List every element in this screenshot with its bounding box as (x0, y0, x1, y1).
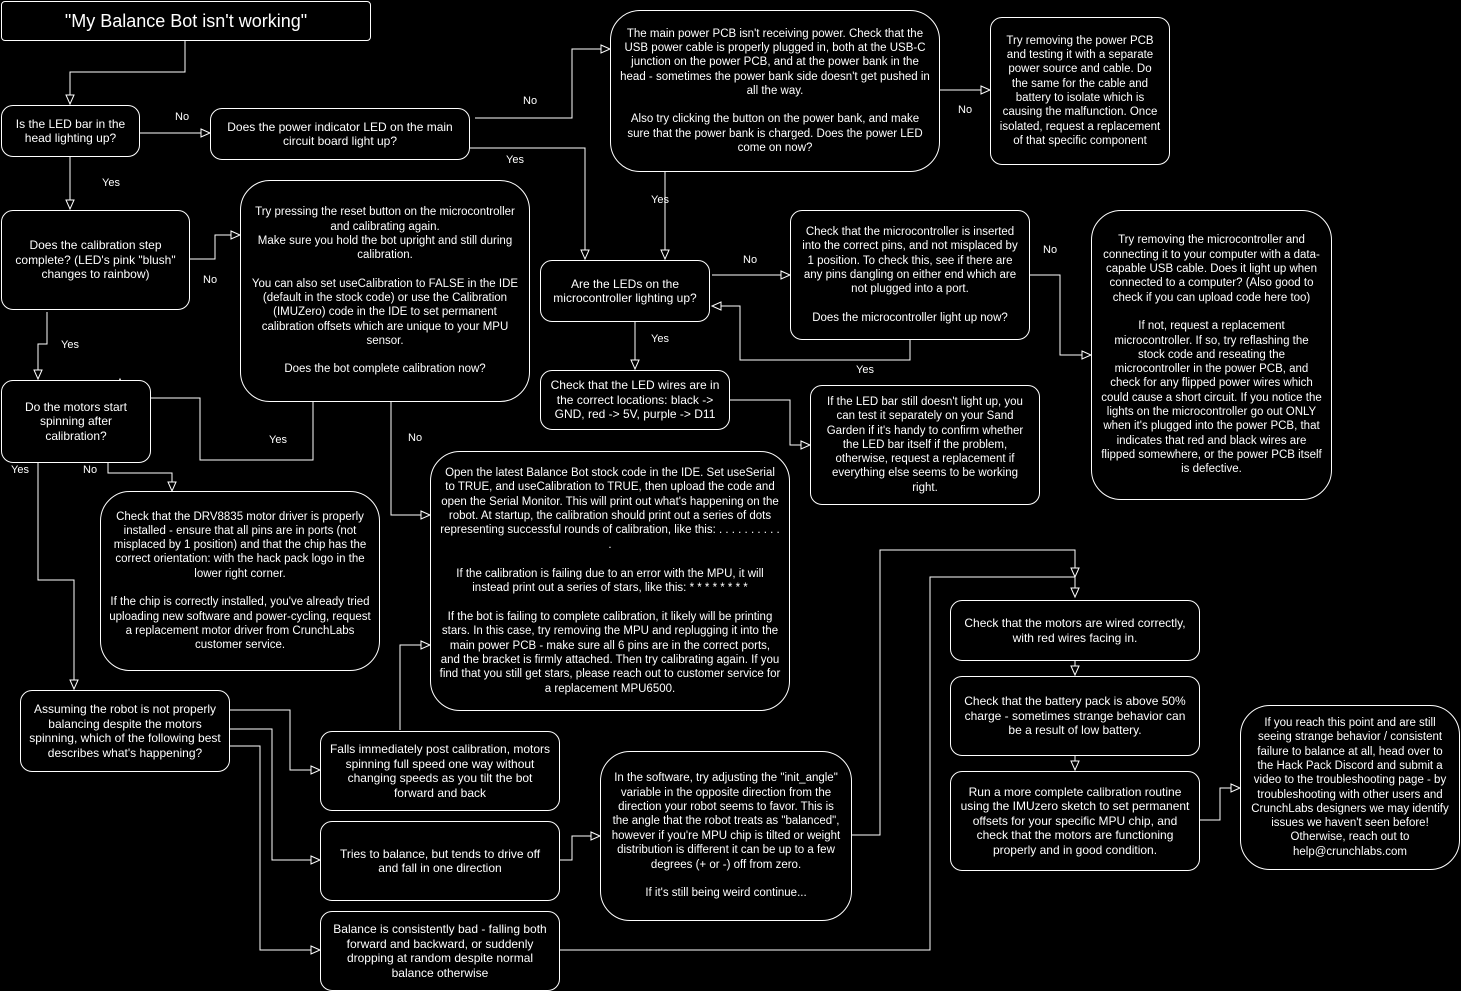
label-yes: Yes (651, 194, 669, 206)
label-yes: Yes (506, 154, 524, 166)
mcu-usb-test: Try removing the microcontroller and connecting it to your computer with a data-capable USB cable. Does it light up when connected to a computer? (Also good to check if you can upload code here too) If not, request a replacement microcontroller. If so, try reflashing the stock code and reseating the microcontroller in the power PCB, and check for any flipped power wires which could cause a short circuit. If you notice the lights on the microcontroller go out ONLY when it's plugged into the power PCB, that indicates that red and black wires are flipped somewhere, or the power PCB itself is defective. (1091, 210, 1332, 500)
edge-falls-to-serial (400, 645, 430, 730)
discord-support-box: If you reach this point and are still seeing strange behavior / consistent failure to balance at all, head over to the Hack Pack Discord and submit a video to the troubleshooting page - by troubleshooting with other users and CrunchLabs designers we may identify issues we haven't seen before! Otherwise, reach out to help@crunchlabs.com (1240, 705, 1460, 870)
edge-balance-to-drift (230, 729, 320, 860)
label-no: No (958, 104, 973, 116)
motors-wired-check: Check that the motors are wired correctly, with red wires facing in. (950, 600, 1200, 661)
edge-pins-no (1030, 275, 1091, 355)
label-no: No (408, 432, 423, 444)
edge-balance-to-falls (230, 710, 320, 770)
edge-motors-yes (38, 463, 74, 689)
label-no: No (743, 254, 758, 266)
edge-wires-to-ledtest (730, 400, 810, 445)
option-drives-off[interactable]: Tries to balance, but tends to drive off and fall in one direction (320, 821, 560, 901)
isolate-component-box: Try removing the power PCB and testing it with a separate power source and cable. Do the same for the cable and battery to isolate which is causing the malfunction. Once isolated, request a replacement of that specific component (990, 17, 1170, 165)
option-falls-immediately[interactable]: Falls immediately post calibration, motors spinning full speed one way without changing speeds as you tilt the bot forward and back (320, 731, 560, 811)
power-led-question: Does the power indicator LED on the main circuit board light up? (210, 108, 470, 160)
battery-check: Check that the battery pack is above 50% charge - sometimes strange behavior can be a result of low battery. (950, 676, 1200, 756)
calibration-question: Does the calibration step complete? (LED's pink "blush" changes to rainbow) (1, 210, 190, 310)
motor-driver-check: Check that the DRV8835 motor driver is properly installed - ensure that all pins are in ports (not misplaced by 1 position) and that the chip has the correct orientation: with the hack pack logo in the lower right corner. If the chip is correctly installed, you've already tried uploading new software and power-cycling, request a replacement motor driver from CrunchLabs customer service. (100, 491, 380, 671)
led-bar-test: If the LED bar still doesn't light up, you can test it separately on your Sand Garden if it's handy to confirm whether the LED bar itself if the problem, otherwise, request a replacement if everything else seems to be working right. (810, 385, 1040, 505)
mcu-leds-question: Are the LEDs on the microcontroller lighting up? (540, 260, 710, 322)
led-wires-check: Check that the LED wires are in the correct locations: black -> GND, red -> 5V, purple -> D11 (540, 370, 730, 430)
label-no: No (83, 464, 98, 476)
edge-imuzero-to-discord (1200, 788, 1240, 820)
mcu-pins-check: Check that the microcontroller is inserted into the correct pins, and not misplaced by 1 position. To check this, see if there are any pins dangling on either end which are not plugged into a port. Does the microcontroller light up now? (790, 210, 1030, 340)
label-no: No (1043, 244, 1058, 256)
label-yes: Yes (11, 464, 29, 476)
label-no: No (203, 274, 218, 286)
label-no: No (175, 111, 190, 123)
flowchart-title: "My Balance Bot isn't working" (1, 1, 371, 41)
power-pcb-check: The main power PCB isn't receiving power. Check that the USB power cable is properly plugged in, both at the USB-C junction on the power PCB, and at the power bank in the head - sometimes the power bank side doesn't get pushed in all the way. Also try clicking the button on the power bank, and make sure that the power bank is charged. Does the power LED come on now? (610, 10, 940, 172)
serial-monitor-box: Open the latest Balance Bot stock code in the IDE. Set useSerial to TRUE, and useCalibration to TRUE, then upload the code and open the Serial Monitor. This will print out what's happening on the robot. At startup, the calibration should print out a series of dots representing successful rounds of calibration, like this: . . . . . . . . . . . If the calibration is failing due to an error with the MPU, it will instead print out a series of stars, like this: * * * * * * * * If the bot is failing to complete calibration, it likely will be printing stars. In this case, try removing the MPU and replugging it into the main power PCB - make sure all 6 pins are in the correct ports, and the bracket is firmly attached. Then try calibrating again. If you find that you still get stars, please reach out to customer service for a replacement MPU6500. (430, 451, 790, 711)
label-yes: Yes (856, 364, 874, 376)
label-yes: Yes (651, 333, 669, 345)
label-yes: Yes (102, 177, 120, 189)
option-balance-bad[interactable]: Balance is consistently bad - falling both forward and backward, or suddenly dropping at random despite normal balance otherwise (320, 911, 560, 991)
edge-drift-to-initangle (560, 836, 600, 860)
imuzero-routine: Run a more complete calibration routine using the IMUzero sketch to set permanent offsets for your specific MPU chip, and check that the motors are functioning properly and in good condition. (950, 771, 1200, 871)
edge-title-to-led-q (70, 41, 185, 104)
edge-calib-yes (38, 312, 47, 379)
led-bar-question: Is the LED bar in the head lighting up? (1, 105, 140, 157)
edge-power-q-no (475, 49, 610, 118)
edge-balance-to-bad (230, 746, 320, 950)
motors-question: Do the motors start spinning after calibration? (1, 380, 151, 463)
label-yes: Yes (269, 434, 287, 446)
label-yes: Yes (61, 339, 79, 351)
label-no: No (523, 95, 538, 107)
init-angle-box: In the software, try adjusting the "init_angle" variable in the opposite direction from the direction your robot seems to favor. This is the angle that the robot treats as "balanced", however if you're MPU chip is tilted or weight distribution is different it can be up to a few degrees (+ or -) off from zero. If it's still being weird continue... (600, 751, 852, 921)
balance-question: Assuming the robot is not properly balancing despite the motors spinning, which of the following best describes what's happening? (20, 690, 230, 772)
reset-calibration-box: Try pressing the reset button on the microcontroller and calibrating again. Make sure you hold the bot upright and still during calibration. You can also set useCalibration to FALSE in the IDE (default in the stock code) or use the Calibration (IMUZero) code in the IDE to set permanent calibration offsets which are unique to your MPU sensor. Does the bot complete calibration now? (240, 180, 530, 402)
edge-calib-no (190, 235, 240, 259)
